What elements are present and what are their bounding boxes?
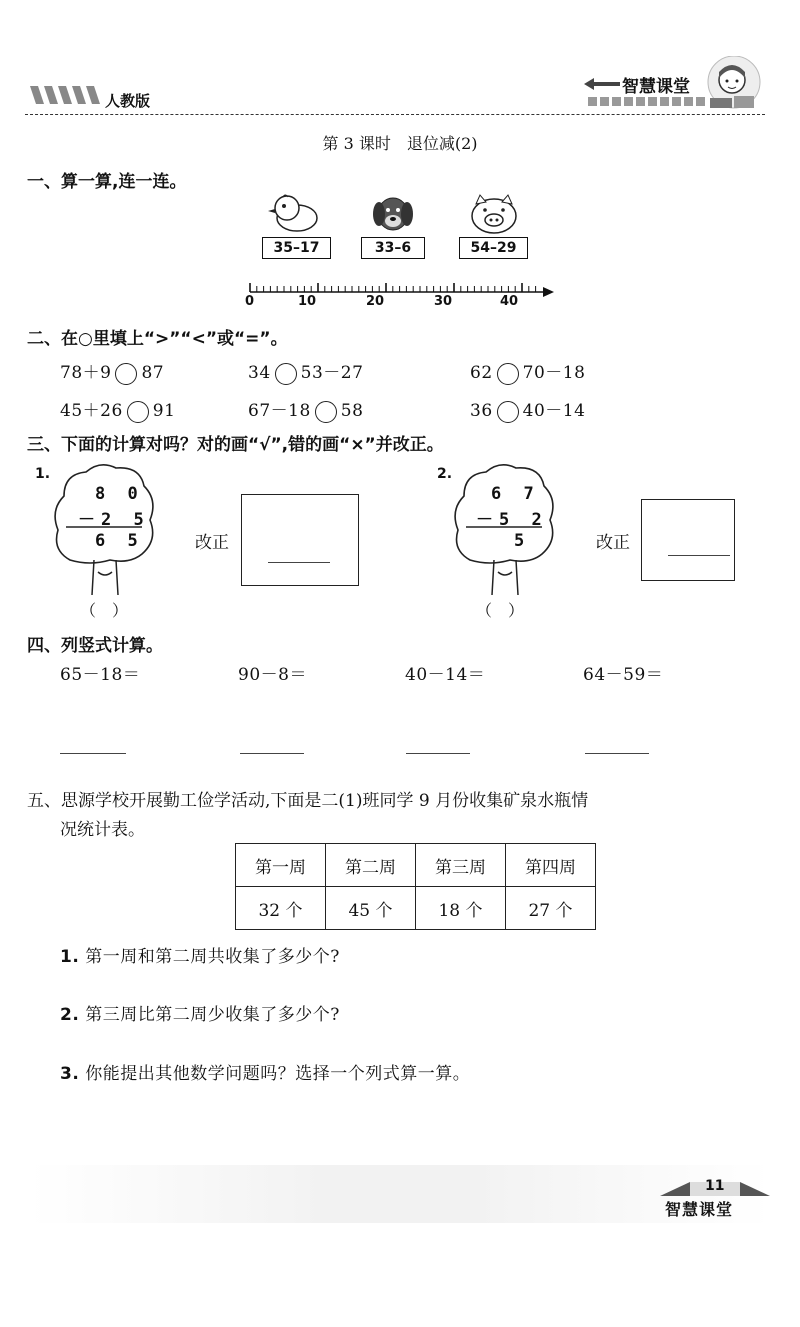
footer-band bbox=[30, 1165, 770, 1223]
table-row bbox=[236, 887, 596, 930]
tree-icon bbox=[450, 460, 560, 600]
compare-item bbox=[248, 358, 363, 385]
answer-line[interactable] bbox=[406, 752, 470, 754]
number-line-label-0: 0 bbox=[245, 294, 255, 309]
number-line-label-40: 40 bbox=[500, 294, 519, 309]
table-cell: 27 个 bbox=[506, 887, 596, 930]
table-header-cell: 第二周 bbox=[326, 844, 416, 887]
dog-icon bbox=[370, 192, 416, 236]
table-header-cell: 第一周 bbox=[236, 844, 326, 887]
compare-circle[interactable] bbox=[127, 401, 149, 423]
q4-title: 四、列竖式计算。 bbox=[27, 636, 163, 656]
compare-left: 36 bbox=[470, 401, 493, 421]
tree-icon bbox=[50, 460, 160, 600]
table-cell: 32 个 bbox=[236, 887, 326, 930]
bottle-stats-table bbox=[235, 843, 596, 930]
table-header-row bbox=[236, 844, 596, 887]
calc-subtrahend: －5 2 bbox=[476, 510, 548, 530]
compare-left: 78＋9 bbox=[60, 363, 112, 383]
sub-question-2 bbox=[60, 1000, 340, 1025]
sub-question-text: 第一周和第二周共收集了多少个? bbox=[85, 947, 340, 967]
page-number: 11 bbox=[705, 1178, 725, 1194]
q1-title: 一、算一算,连一连。 bbox=[27, 172, 187, 192]
arrow-icon bbox=[584, 78, 620, 90]
fix-answer-line[interactable] bbox=[668, 554, 730, 556]
sub-question-3 bbox=[60, 1059, 470, 1084]
header-stripes-decoration bbox=[30, 86, 100, 104]
pig-icon bbox=[466, 194, 522, 236]
expr-box-chick: 35–17 bbox=[262, 237, 331, 259]
q3-item-number: 1. bbox=[35, 466, 51, 482]
sub-question-number: 3. bbox=[60, 1064, 80, 1084]
compare-right: 70－18 bbox=[522, 363, 586, 383]
sub-question-number: 1. bbox=[60, 947, 80, 967]
table-cell: 18 个 bbox=[416, 887, 506, 930]
compare-left: 34 bbox=[248, 363, 271, 383]
q3-item-number: 2. bbox=[437, 466, 453, 482]
fix-box[interactable] bbox=[241, 494, 359, 586]
chick-icon bbox=[265, 192, 325, 234]
brand-title: 智慧课堂 bbox=[622, 77, 690, 97]
compare-right: 40－14 bbox=[522, 401, 586, 421]
sub-question-text: 第三周比第二周少收集了多少个? bbox=[85, 1005, 340, 1025]
compare-right: 53－27 bbox=[300, 363, 364, 383]
compare-item bbox=[60, 358, 164, 385]
calc-result: 5 bbox=[514, 531, 531, 551]
calc-top: 8 0 bbox=[95, 484, 144, 504]
compare-item bbox=[470, 396, 585, 423]
compare-circle[interactable] bbox=[497, 401, 519, 423]
table-cell: 45 个 bbox=[326, 887, 416, 930]
compare-circle[interactable] bbox=[115, 363, 137, 385]
number-line-arrow bbox=[543, 287, 554, 297]
compare-circle[interactable] bbox=[275, 363, 297, 385]
expr-box-dog: 33–6 bbox=[361, 237, 425, 259]
header-square-row bbox=[588, 97, 705, 106]
number-line-label-20: 20 bbox=[366, 294, 385, 309]
compare-right: 58 bbox=[340, 401, 364, 421]
sub-question-text: 你能提出其他数学问题吗？选择一个列式算一算。 bbox=[85, 1064, 471, 1084]
q5-title-line1: 五、思源学校开展勤工俭学活动,下面是二(1)班同学 9 月份收集矿泉水瓶情 bbox=[27, 791, 589, 811]
q5-title-line2: 况统计表。 bbox=[60, 820, 145, 840]
girl-mascot-icon bbox=[700, 56, 764, 112]
compare-left: 62 bbox=[470, 363, 493, 383]
compare-left: 67－18 bbox=[248, 401, 311, 421]
compare-right: 87 bbox=[141, 363, 165, 383]
number-line-label-10: 10 bbox=[298, 294, 317, 309]
compare-left: 45＋26 bbox=[60, 401, 123, 421]
compare-item bbox=[60, 396, 175, 423]
vertical-calc-expr: 40－14＝ bbox=[405, 665, 486, 685]
lesson-title: 第 3 课时 退位减(2) bbox=[322, 134, 478, 153]
calc-top: 6 7 bbox=[491, 484, 540, 504]
sub-question-1 bbox=[60, 942, 340, 967]
vertical-calc-expr: 65－18＝ bbox=[60, 665, 141, 685]
compare-right: 91 bbox=[152, 401, 176, 421]
compare-item bbox=[248, 396, 363, 423]
answer-line[interactable] bbox=[240, 752, 304, 754]
check-paren[interactable]: （ ） bbox=[80, 601, 129, 620]
fix-label: 改正 bbox=[195, 533, 229, 553]
answer-line[interactable] bbox=[585, 752, 649, 754]
header-divider bbox=[25, 114, 765, 115]
vertical-calc-expr: 64－59＝ bbox=[583, 665, 664, 685]
sub-question-number: 2. bbox=[60, 1005, 80, 1025]
fix-answer-line[interactable] bbox=[268, 561, 330, 563]
fix-box[interactable] bbox=[641, 499, 735, 581]
fix-label: 改正 bbox=[596, 533, 630, 553]
table-header-cell: 第三周 bbox=[416, 844, 506, 887]
calc-subtrahend: －2 5 bbox=[78, 510, 150, 530]
compare-circle[interactable] bbox=[315, 401, 337, 423]
edition-label: 人教版 bbox=[105, 92, 151, 110]
table-header-cell: 第四周 bbox=[506, 844, 596, 887]
compare-item bbox=[470, 358, 585, 385]
number-line-label-30: 30 bbox=[434, 294, 453, 309]
q2-title: 二、在○里填上“>”“<”或“=”。 bbox=[27, 329, 288, 349]
q3-title: 三、下面的计算对吗？对的画“√”,错的画“×”并改正。 bbox=[27, 435, 444, 455]
check-paren[interactable]: （ ） bbox=[476, 601, 525, 620]
answer-line[interactable] bbox=[60, 752, 126, 754]
vertical-calc-expr: 90－8＝ bbox=[238, 665, 307, 685]
footer-brand: 智慧课堂 bbox=[665, 1200, 734, 1219]
calc-result: 6 5 bbox=[95, 531, 144, 551]
compare-circle[interactable] bbox=[497, 363, 519, 385]
expr-box-pig: 54–29 bbox=[459, 237, 528, 259]
